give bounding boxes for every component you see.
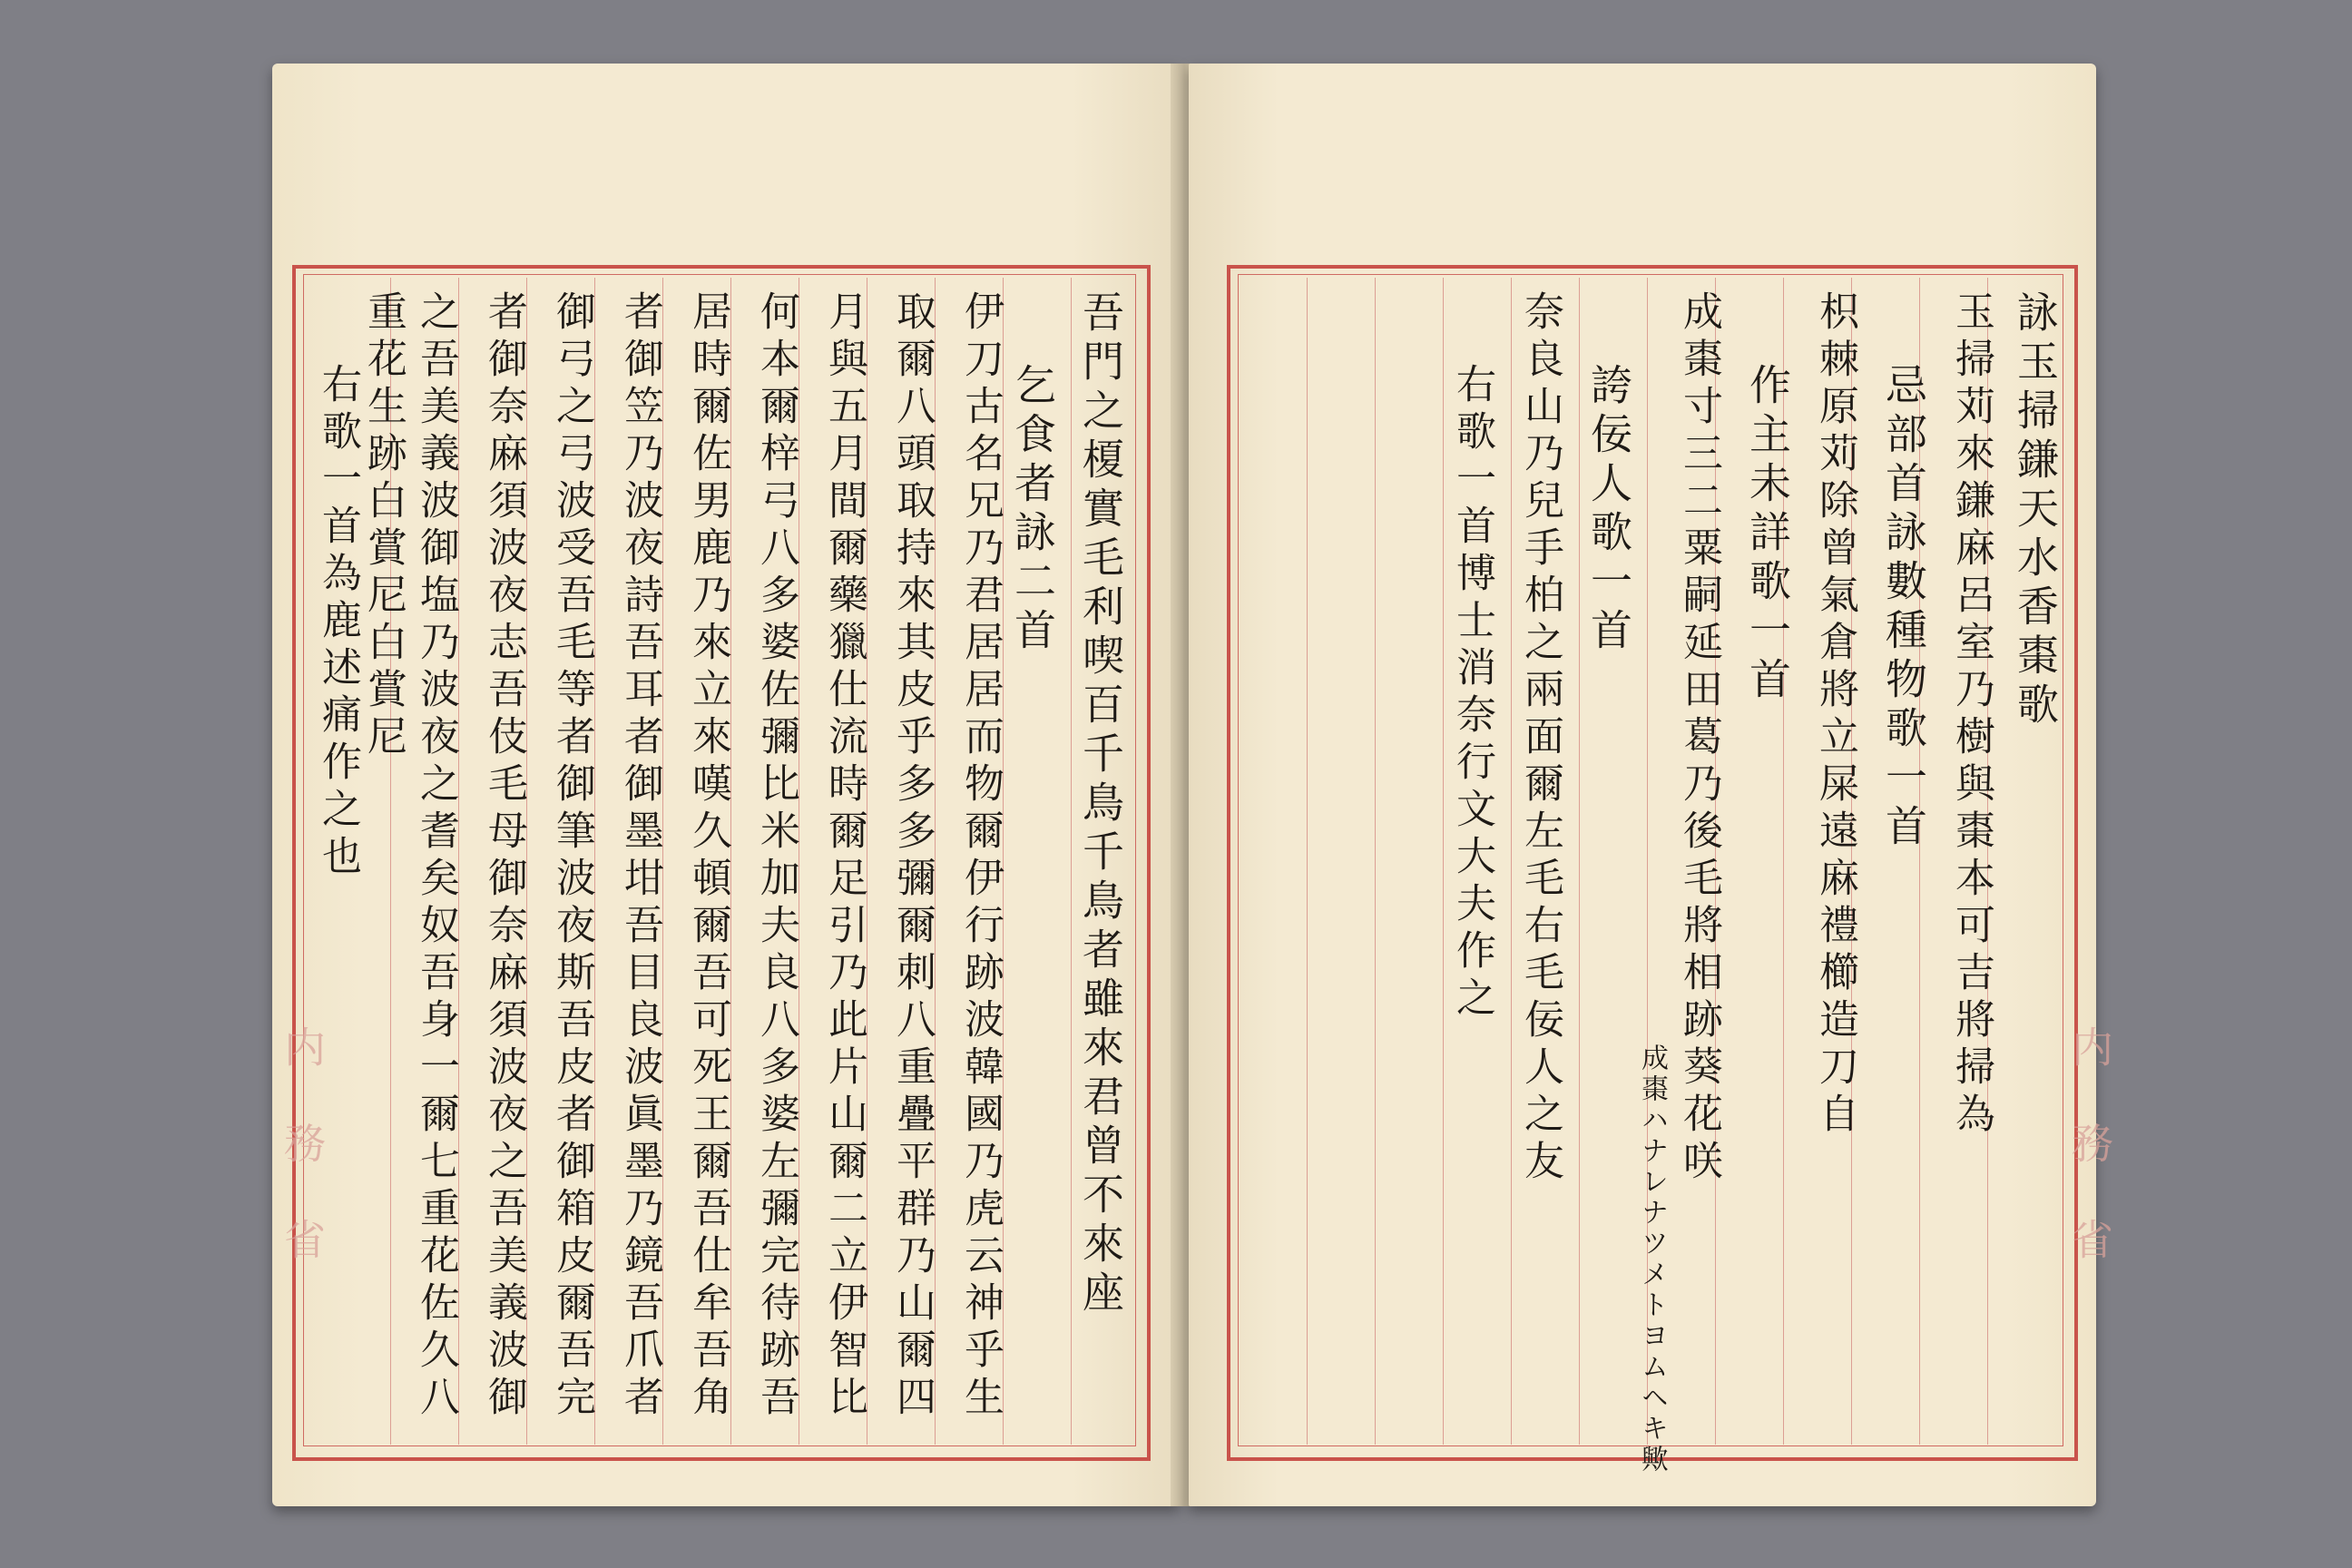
poem-line: 取爾八頭取持來其皮乎多多彌爾刺八重疊平群乃山爾四 (889, 290, 936, 1423)
annotation-note: 成棗ハナレナツメトヨムヘキ歟 (1636, 1044, 1668, 1475)
ministry-seal-stamp: 内務省 (278, 1025, 327, 1314)
poem-line: 重花生跡白賞尼白賞尼 (360, 290, 407, 762)
poem-line: 玉掃苅來鎌麻呂室乃樹與棗本可吉將掃為 (1948, 290, 1994, 1140)
poem-line: 吾門之榎實毛利喫百千鳥千鳥者雖來君曾不來座 (1076, 290, 1125, 1319)
ministry-seal-stamp: 内務省 (2065, 1025, 2114, 1314)
poem-line: 伊刀古名兄乃君居居而物爾伊行跡波韓國乃虎云神乎生 (957, 290, 1004, 1423)
poem-line: 月與五月間爾藥獵仕流時爾足引乃此片山爾二立伊智比 (821, 290, 867, 1423)
open-book (263, 64, 2123, 1515)
poem-title: 作主未詳歌一首 (1743, 363, 1792, 706)
section-heading: 乞食者詠二首 (1008, 363, 1057, 657)
colophon-note: 右歌一首博士消奈行文大夫作之 (1449, 363, 1495, 1024)
poem-line: 者御奈麻須波夜志吾伎毛母御奈麻須波夜之吾美義波御 (481, 290, 527, 1423)
poem-line: 居時爾佐男鹿乃來立來嘆久頓爾吾可死王爾吾仕牟吾角 (685, 290, 731, 1423)
poem-title: 誇佞人歌一首 (1584, 363, 1633, 657)
poem-line: 何本爾梓弓八多婆佐彌比米加夫良八多婆左彌完待跡吾 (753, 290, 799, 1423)
colophon-note: 右歌一首為鹿述痛作之也 (315, 363, 361, 882)
poem-line: 之吾美義波御塩乃波夜之耆矣奴吾身一爾七重花佐久八 (413, 290, 459, 1423)
right-page (1189, 64, 2114, 1506)
poem-title: 忌部首詠數種物歌一首 (1879, 363, 1928, 853)
poem-line: 者御笠乃波夜詩吾耳者御墨坩吾目良波眞墨乃鏡吾爪者 (617, 290, 663, 1423)
poem-line: 奈良山乃兒手柏之兩面爾左毛右毛佞人之友 (1517, 290, 1563, 1187)
poem-line: 御弓之弓波受吾毛等者御筆波夜斯吾皮者御箱皮爾吾完 (549, 290, 595, 1423)
left-page (272, 64, 1180, 1506)
poem-title: 詠玉掃鎌天水香棗歌 (2011, 290, 2060, 731)
poem-line: 枳棘原苅除曾氣倉將立屎遠麻禮櫛造刀自 (1812, 290, 1858, 1140)
poem-line: 成棗寸三二粟嗣延田葛乃後毛將相跡葵花咲 (1676, 290, 1722, 1187)
